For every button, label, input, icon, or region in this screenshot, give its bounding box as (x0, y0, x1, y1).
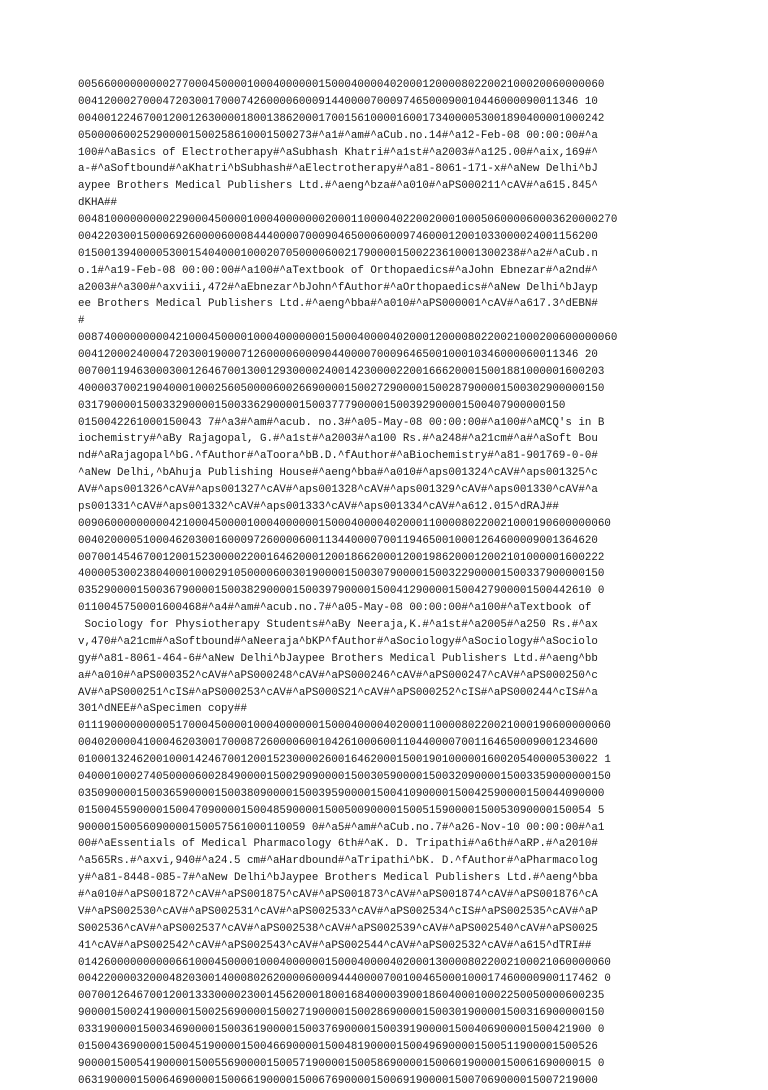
text-line: 90000150056090000150057561000110059 0#^a5#^am#^aCub.no.7#^a26-Nov-10 00:00:00#^a1 (78, 821, 605, 834)
text-line: 00402000041000462030017000872600006001042610006001104400007001164650009001234600 (78, 737, 598, 750)
text-line: S002536^cAV#^aPS002537^cAV#^aPS002538^cAV#^aPS002539^cAV#^aPS002540^cAV#^aPS0025 (78, 922, 598, 935)
text-line: aypee Brothers Medical Publishers Ltd.#^aeng^bza#^a010#^aPS000211^cAV#^a615.845^ (78, 180, 598, 193)
text-line: 0090600000000042100045000010004000000150004000040200011000080220021000190600000060 (78, 517, 611, 530)
text-line: ^aNew Delhi,^bAhuja Publishing House#^aeng^bba#^a010#^aps001324^cAV#^aps001325^c (78, 467, 598, 480)
text-line: 005660000000002770004500001000400000015000400004020001200008022002100020060000060 (78, 79, 605, 91)
text-line: 9000015005419000015005569000015005719000015005869000015006019000015006169000015 0 (78, 1057, 605, 1070)
text-line: 301^dNEE#^aSpecimen copy## (78, 703, 247, 716)
text-line: 400003700219040001000256050000600266900001500272900001500287900001500302900000150 (78, 382, 605, 395)
text-line: 41^cAV#^aPS002542^cAV#^aPS002543^cAV#^aPS002544^cAV#^aPS002532^cAV#^a615^dTRI## (78, 939, 592, 952)
text-line: a#^a010#^aPS000352^cAV#^aPS000248^cAV#^aPS000246^cAV#^aPS000247^cAV#^aPS000250^c (78, 669, 598, 682)
text-line: 031790000150033290000150033629000015003777900001500392900001500407900000150 (78, 399, 566, 412)
text-line: # (78, 315, 85, 328)
text-line: gy#^a81-8061-464-6#^aNew Delhi^bJaypee Brothers Medical Publishers Ltd.#^aeng^bb (78, 652, 598, 665)
text-line: ps001331^cAV#^aps001332^cAV#^aps001333^cAV#^aps001334^cAV#^a612.015^dRAJ## (78, 500, 559, 513)
text-line: 00481000000000229000450000100040000000200011000040220020001000506000060003620000270 (78, 214, 618, 226)
text-line: iochemistry#^aBy Rajagopal, G.#^a1st#^a2003#^a100 Rs.#^a248#^a21cm#^a#^aSoft Bou (78, 433, 598, 446)
text-line: 0142600000000006610004500001000400000015000400004020001300008022002100021060000060 (78, 956, 611, 969)
text-line: 004001224670012001263000018001386200017001561000016001734000053001890400001000242 (78, 112, 605, 125)
text-line: 0111900000000051700045000010004000000150004000040200011000080220021000190600000060 (78, 720, 611, 733)
text-line: 00402000051000462030016000972600006001134400007001194650010001264600009001364620 (78, 534, 598, 547)
text-line: nd#^aRajagopal^bG.^fAuthor#^aToora^bB.D.^fAuthor#^aBiochemistry#^a81-901769-0-0# (78, 450, 598, 463)
text-line: 007001264670012001333000023001456200018001684000039001860400010002250050000600235 (78, 990, 605, 1003)
text-line: a-#^aSoftbound#^aKhatri^bSubhash#^aElectrotherapy#^a81-8061-171-x#^aNew Delhi^bJ (78, 163, 598, 176)
text-line: 0110045750001600468#^a4#^am#^acub.no.7#^a05-May-08 00:00:00#^a100#^aTextbook of (78, 602, 592, 615)
text-line: y#^a81-8448-085-7#^aNew Delhi^bJaypee Brothers Medical Publishers Ltd.#^aeng^bba (78, 872, 598, 885)
text-line: 400005300238040001000291050000600301900001500307900001500322900001500337900000150 (78, 568, 605, 581)
text-line: 00874000000000421000450000100040000000150004000040200012000080220021000200600000060 (78, 332, 618, 345)
text-line: 01500139400005300154040001000207050000600217900001500223610001300238#^a2#^aCub.n (78, 247, 598, 260)
text-line: 01500436900001500451900001500466900001500481900001500496900001500511900001500526 (78, 1040, 598, 1053)
text-line: 007001454670012001523000022001646200012001866200012001986200012002101000001600222 (78, 551, 605, 564)
text-line: ee Brothers Medical Publishers Ltd.#^aeng^bba#^a010#^aPS000001^cAV#^a617.3^dEBN# (78, 298, 598, 311)
text-line: 900001500241900001500256900001500271900001500286900001500301900001500316900000150 (78, 1007, 605, 1020)
text-line: 0150045590000150047090000150048590000150050090000150051590000150053090000150054 5 (78, 804, 605, 817)
text-line: Sociology for Physiotherapy Students#^aBy Neeraja,K.#^a1st#^a2005#^a250 Rs.#^ax (78, 619, 598, 631)
text-line: 00412000270004720300170007426000060009144000070009746500090010446000090011346 10 (78, 95, 598, 108)
text-line: 00412000240004720300190007126000060009044000070009646500100010346000060011346 20 (78, 349, 598, 361)
text-line: dKHA## (78, 197, 117, 210)
text-line: 00#^aEssentials of Medical Pharmacology 6th#^aK. D. Tripathi#^a6th#^aRP.#^a2010# (78, 838, 598, 851)
text-line: v,470#^a21cm#^aSoftbound#^aNeeraja^bKP^fAuthor#^aSociology#^aSociology#^aSociolo (78, 635, 598, 648)
text-line: 0150042261000150043 7#^a3#^am#^acub. no.3#^a05-May-08 00:00:00#^a100#^aMCQ's in B (78, 416, 605, 429)
text-line: V#^aPS002530^cAV#^aPS002531^cAV#^aPS002533^cAV#^aPS002534^cIS#^aPS002535^cAV#^aP (78, 905, 598, 918)
text-line: 007001194630003001264670013001293000024001423000022001666200015001881000001600203 (78, 365, 605, 378)
text-line: 0352900001500367900001500382900001500397900001500412900001500427900001500442610 0 (78, 585, 605, 598)
text-line: 100#^aBasics of Electrotherapy#^aSubhash Khatri#^a1st#^a2003#^a125.00#^aix,169#^ (78, 146, 598, 159)
text-line: o.1#^a19-Feb-08 00:00:00#^a100#^aTextbook of Orthopaedics#^aJohn Ebnezar#^a2nd#^ (78, 264, 598, 277)
text-line: 0400010002740500006002849000015002909000015003059000015003209000015003359000000150 (78, 770, 611, 783)
text-line: AV#^aPS000251^cIS#^aPS000253^cAV#^aPS000S21^cAV#^aPS000252^cIS#^aPS000244^cIS#^a (78, 686, 598, 699)
text-line: 050000600252900001500258610001500273#^a1#^am#^aCub.no.14#^a12-Feb-08 00:00:00#^a (78, 129, 598, 142)
text-line: 0331900001500346900001500361900001500376900001500391900001500406900001500421900 0 (78, 1024, 605, 1036)
text-line: 06319000015006469000015006619000015006769000015006919000015007069000015007219000 (78, 1074, 598, 1087)
text-line: 00422030015000692600006000844400007000904650006000974600012001033000024001156200 (78, 230, 598, 243)
text-line: 00422000032000482030014000802620000600094440000700100465000100017460000900117462 0 (78, 973, 611, 986)
document-page (78, 77, 728, 1090)
text-line: #^a010#^aPS001872^cAV#^aPS001875^cAV#^aPS001873^cAV#^aPS001874^cAV#^aPS001876^cA (78, 889, 598, 901)
text-line: 035090000150036590000150038090000150039590000150041090000150042590000150044090000 (78, 787, 605, 800)
text-line: 01000132462001000142467001200152300002600164620001500190100000160020540000530022 1 (78, 754, 611, 766)
text-line: AV#^aps001326^cAV#^aps001327^cAV#^aps001328^cAV#^aps001329^cAV#^aps001330^cAV#^a (78, 484, 598, 496)
text-line: ^a565Rs.#^axvi,940#^a24.5 cm#^aHardbound#^aTripathi^bK. D.^fAuthor#^aPharmacolog (78, 855, 598, 868)
text-line: a2003#^a300#^axviii,472#^aEbnezar^bJohn^fAuthor#^aOrthopaedics#^aNew Delhi^bJayp (78, 281, 598, 294)
